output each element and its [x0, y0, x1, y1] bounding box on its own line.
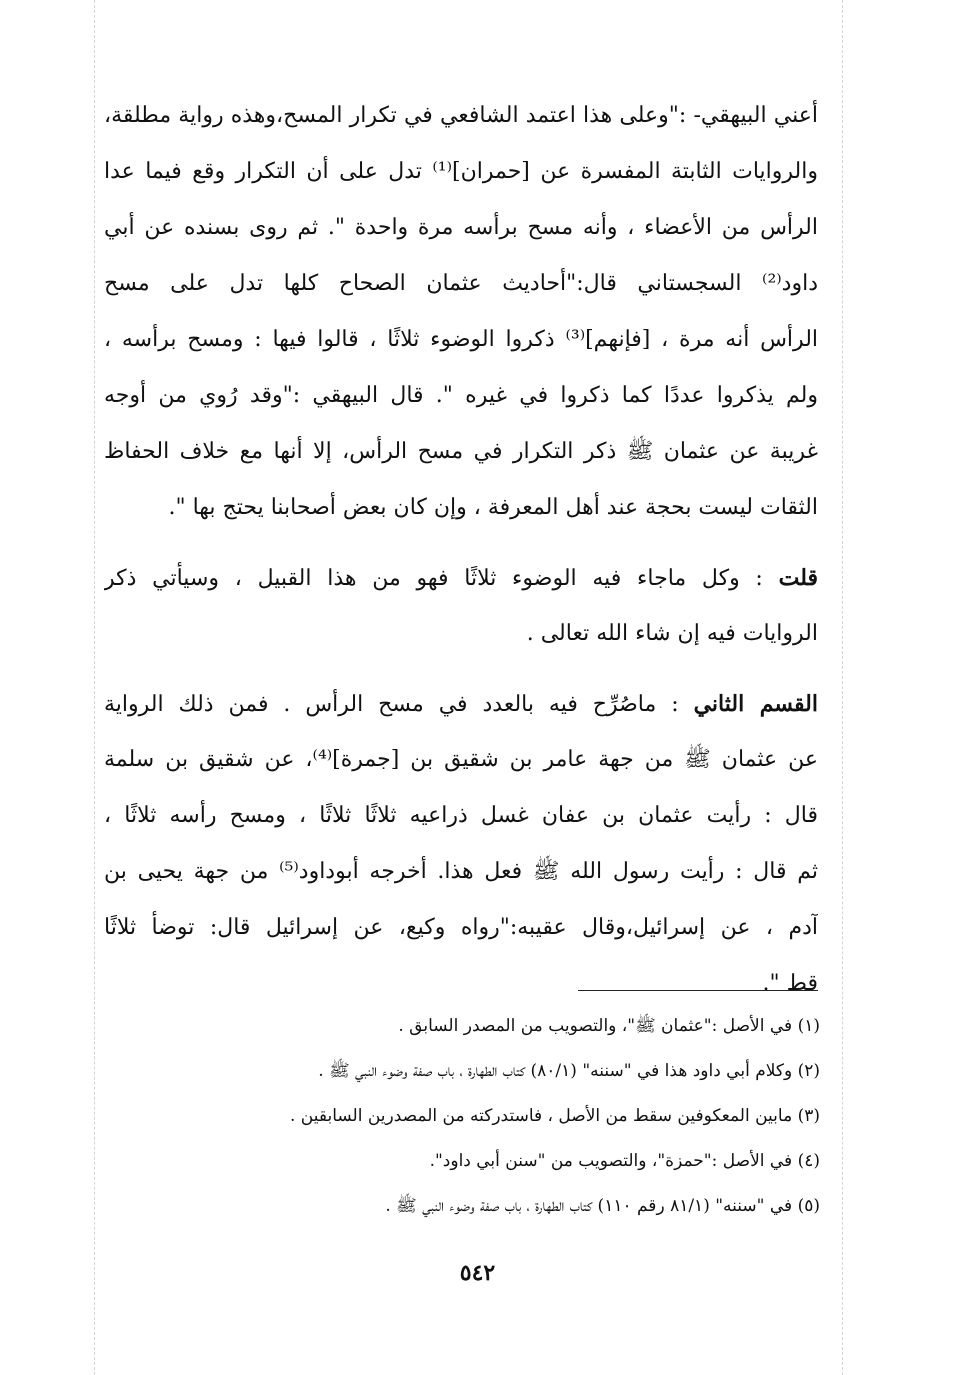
text-line: عن عثمان ﷺ من جهة عامر بن شقيق بن [جمرة]⁽⁴⁾، عن شقيق بن سلمة	[104, 747, 818, 772]
text-line	[104, 676, 818, 732]
text-line: قط ".	[762, 971, 818, 996]
text-line: أعني البيهقي- :"وعلى هذا اعتمد الشافعي في تكرار المسح،وهذه رواية مطلقة،	[104, 103, 818, 128]
paragraph-1	[104, 88, 818, 536]
scan-guide-line	[94, 0, 95, 1375]
text-run: : وكل ماجاء فيه الوضوء ثلاثًا فهو من هذا القبيل ، وسيأتي ذكر	[104, 566, 763, 591]
paragraph-gap	[104, 536, 818, 550]
footnote-1: (١) في الأصل :"عثمان ﷺ"، والتصويب من المصدر السابق .	[398, 1016, 820, 1036]
paragraph-2	[104, 550, 818, 662]
scan-guide-line	[842, 0, 843, 1375]
text-line: داود⁽²⁾ السجستاني قال:"أحاديث عثمان الصحاح كلها تدل على مسح	[104, 271, 818, 296]
paragraph-lead: قلت	[778, 565, 818, 591]
footnote-3: (٣) مابين المعكوفين سقط من الأصل ، فاستدركته من المصدرين السابقين .	[289, 1106, 820, 1126]
text-line: آدم ، عن إسرائيل،وقال عقيبه:"رواه وكيع، عن إسرائيل قال: توضأ ثلاثًا	[104, 915, 818, 940]
paragraph-gap	[104, 662, 818, 676]
footnote-4: (٤) في الأصل :"حمزة"، والتصويب من "سنن أبي داود".	[429, 1151, 820, 1171]
footnotes	[104, 1004, 820, 1229]
paragraph-lead: القسم الثاني	[693, 691, 818, 717]
text-line	[104, 550, 818, 606]
text-line: الرأس من الأعضاء ، وأنه مسح برأسه مرة واحدة ". ثم روى بسنده عن أبي	[104, 215, 818, 240]
main-text	[104, 88, 818, 1012]
text-run: : ماصُرِّح فيه بالعدد في مسح الرأس . فمن ذلك الرواية	[104, 692, 679, 717]
footnote-2: (٢) وكلام أبي داود هذا في "سننه" (٨٠/١) كتاب الطهارة ، باب صفة وضوء النبي ﷺ .	[318, 1061, 820, 1081]
text-line: ولم يذكروا عددًا كما ذكروا في غيره ". قال البيهقي :"وقد رُوي من أوجه	[104, 383, 818, 408]
page-number: ٥٤٢	[459, 1260, 496, 1286]
text-line: غريبة عن عثمان ﷺ ذكر التكرار في مسح الرأس، إلا أنها مع خلاف الحفاظ	[104, 439, 818, 464]
text-line: قال : رأيت عثمان بن عفان غسل ذراعيه ثلاثًا ثلاثًا ، ومسح رأسه ثلاثًا ،	[104, 803, 818, 828]
text-line: ثم قال : رأيت رسول الله ﷺ فعل هذا. أخرجه أبوداود⁽⁵⁾ من جهة يحيى بن	[104, 859, 818, 884]
text-line: الروايات فيه إن شاء الله تعالى .	[526, 621, 818, 646]
footnote-separator	[578, 990, 818, 991]
footnote-5: (٥) في "سننه" (٨١/١ رقم ١١٠) كتاب الطهارة ، باب صفة وضوء النبي ﷺ .	[385, 1196, 820, 1216]
paragraph-3	[104, 676, 818, 1012]
text-line: والروايات الثابتة المفسرة عن [حمران]⁽¹⁾ تدل على أن التكرار وقع فيما عدا	[104, 159, 818, 184]
text-line: الثقات ليست بحجة عند أهل المعرفة ، وإن كان بعض أصحابنا يحتج بها ".	[168, 495, 818, 520]
text-line: الرأس أنه مرة ، [فإنهم]⁽³⁾ ذكروا الوضوء ثلاثًا ، قالوا فيها : ومسح برأسه ،	[104, 327, 818, 352]
